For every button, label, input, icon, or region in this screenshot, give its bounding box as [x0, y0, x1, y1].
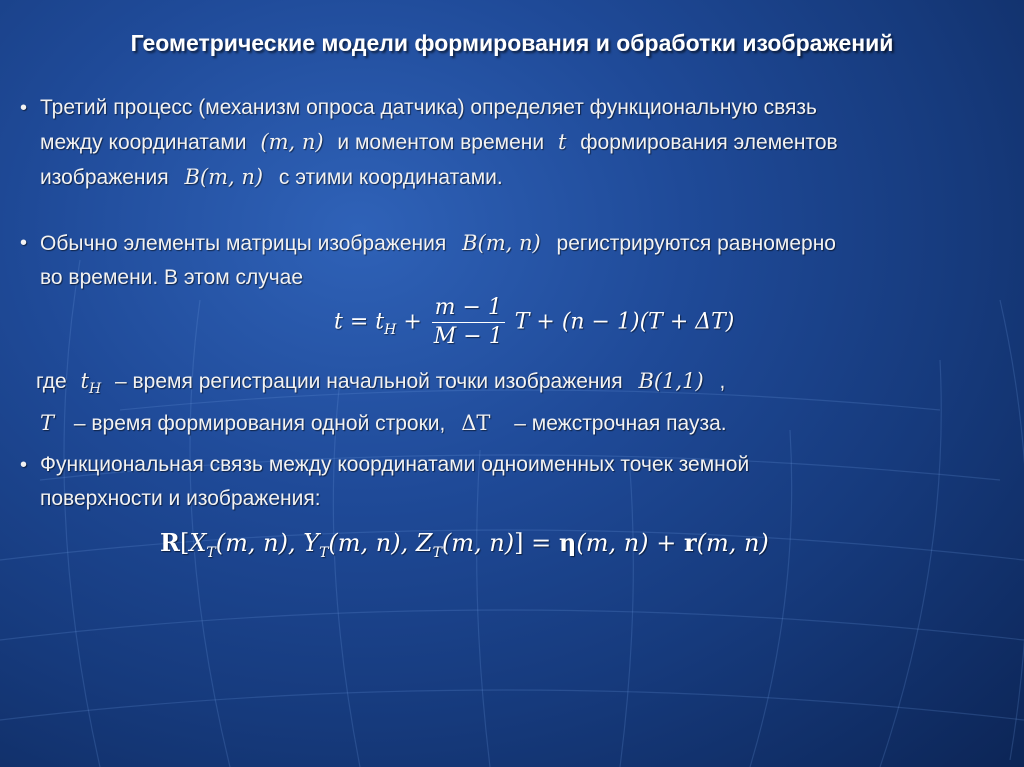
- text-span: между координатами: [40, 131, 247, 154]
- paragraph-3-line-2: поверхности и изображения:: [40, 487, 321, 510]
- eta-arg: (m, n): [576, 529, 649, 557]
- image-bmn-math: B(m, n): [184, 165, 264, 189]
- plus-sign: +: [656, 529, 677, 557]
- equals-sign: =: [531, 529, 552, 557]
- text-span: ,: [719, 370, 726, 393]
- bullet-marker: •: [20, 97, 28, 119]
- formula-lhs: t = t: [334, 309, 385, 335]
- paragraph-2-line-1: [40, 226, 995, 261]
- time-t-math: t: [557, 130, 567, 154]
- paragraph-1-line-1: Третий процесс (механизм опроса датчика) определяет функциональную связь: [40, 96, 817, 119]
- tH-math: t: [80, 369, 89, 393]
- fraction-numerator: m − 1: [432, 294, 505, 323]
- bullet-paragraph-1: [20, 91, 995, 195]
- text-span: – время регистрации начальной точки изображения: [115, 370, 623, 393]
- formula-fraction: [432, 294, 505, 351]
- bullet-paragraph-3: [20, 448, 995, 516]
- definitions-line-1: [36, 364, 1011, 406]
- Z-arg: (m, n): [441, 529, 515, 557]
- bullet-paragraph-2: [20, 226, 995, 295]
- text-span: изображения: [40, 166, 169, 189]
- bullet-marker: •: [20, 454, 28, 476]
- text-span: и моментом времени: [337, 131, 545, 154]
- coords-mn-math: (m, n): [260, 130, 324, 154]
- X-sub: T: [206, 544, 216, 561]
- T-math: T: [40, 411, 55, 436]
- formula-lhs-sub: H: [384, 321, 397, 338]
- deltaT-math: ΔT: [461, 411, 491, 436]
- tH-sub: H: [88, 381, 102, 398]
- text-span: с этими координатами.: [278, 166, 503, 189]
- b11-math: B(1,1): [638, 369, 704, 393]
- bullet-marker: •: [20, 232, 28, 254]
- r-arg: (m, n): [696, 529, 769, 557]
- definitions-paragraph: [36, 364, 1011, 441]
- Y-arg: (m, n),: [328, 529, 409, 557]
- formula-plus: +: [403, 309, 422, 335]
- X-arg: (m, n),: [215, 529, 296, 557]
- paragraph-1-line-2: [40, 125, 995, 160]
- slide-title: Геометрические модели формирования и обработки изображений: [130, 30, 894, 56]
- bracket-close: ]: [514, 529, 524, 557]
- Y-symbol: Y: [303, 529, 320, 557]
- text-span: регистрируются равномерно: [556, 232, 836, 255]
- X-symbol: X: [189, 529, 207, 557]
- R-symbol: R: [160, 528, 180, 557]
- definitions-line-2: [36, 406, 1011, 441]
- paragraph-2-line-2: во времени. В этом случае: [40, 266, 304, 289]
- timing-formula: [334, 294, 734, 351]
- coordinate-relation-formula: [160, 528, 769, 561]
- text-span: – межстрочная пауза.: [514, 412, 727, 436]
- text-span: – время формирования одной строки,: [73, 412, 446, 436]
- paragraph-3-line-1: Функциональная связь между координатами одноименных точек земной: [40, 453, 750, 476]
- bracket-open: [: [179, 529, 190, 557]
- text-span: формирования элементов: [580, 131, 838, 154]
- Z-sub: T: [432, 544, 442, 561]
- image-bmn-math: B(m, n): [462, 231, 541, 255]
- Z-symbol: Z: [415, 529, 433, 557]
- paragraph-1-line-3: [40, 160, 995, 195]
- r-symbol: r: [683, 528, 697, 557]
- eta-symbol: η: [558, 528, 577, 557]
- formula-rhs: T + (n − 1)(T + ΔT): [514, 309, 735, 335]
- text-span: Обычно элементы матрицы изображения: [40, 232, 447, 255]
- Y-sub: T: [319, 544, 329, 561]
- text-span: где: [36, 370, 67, 393]
- fraction-denominator: M − 1: [433, 324, 503, 349]
